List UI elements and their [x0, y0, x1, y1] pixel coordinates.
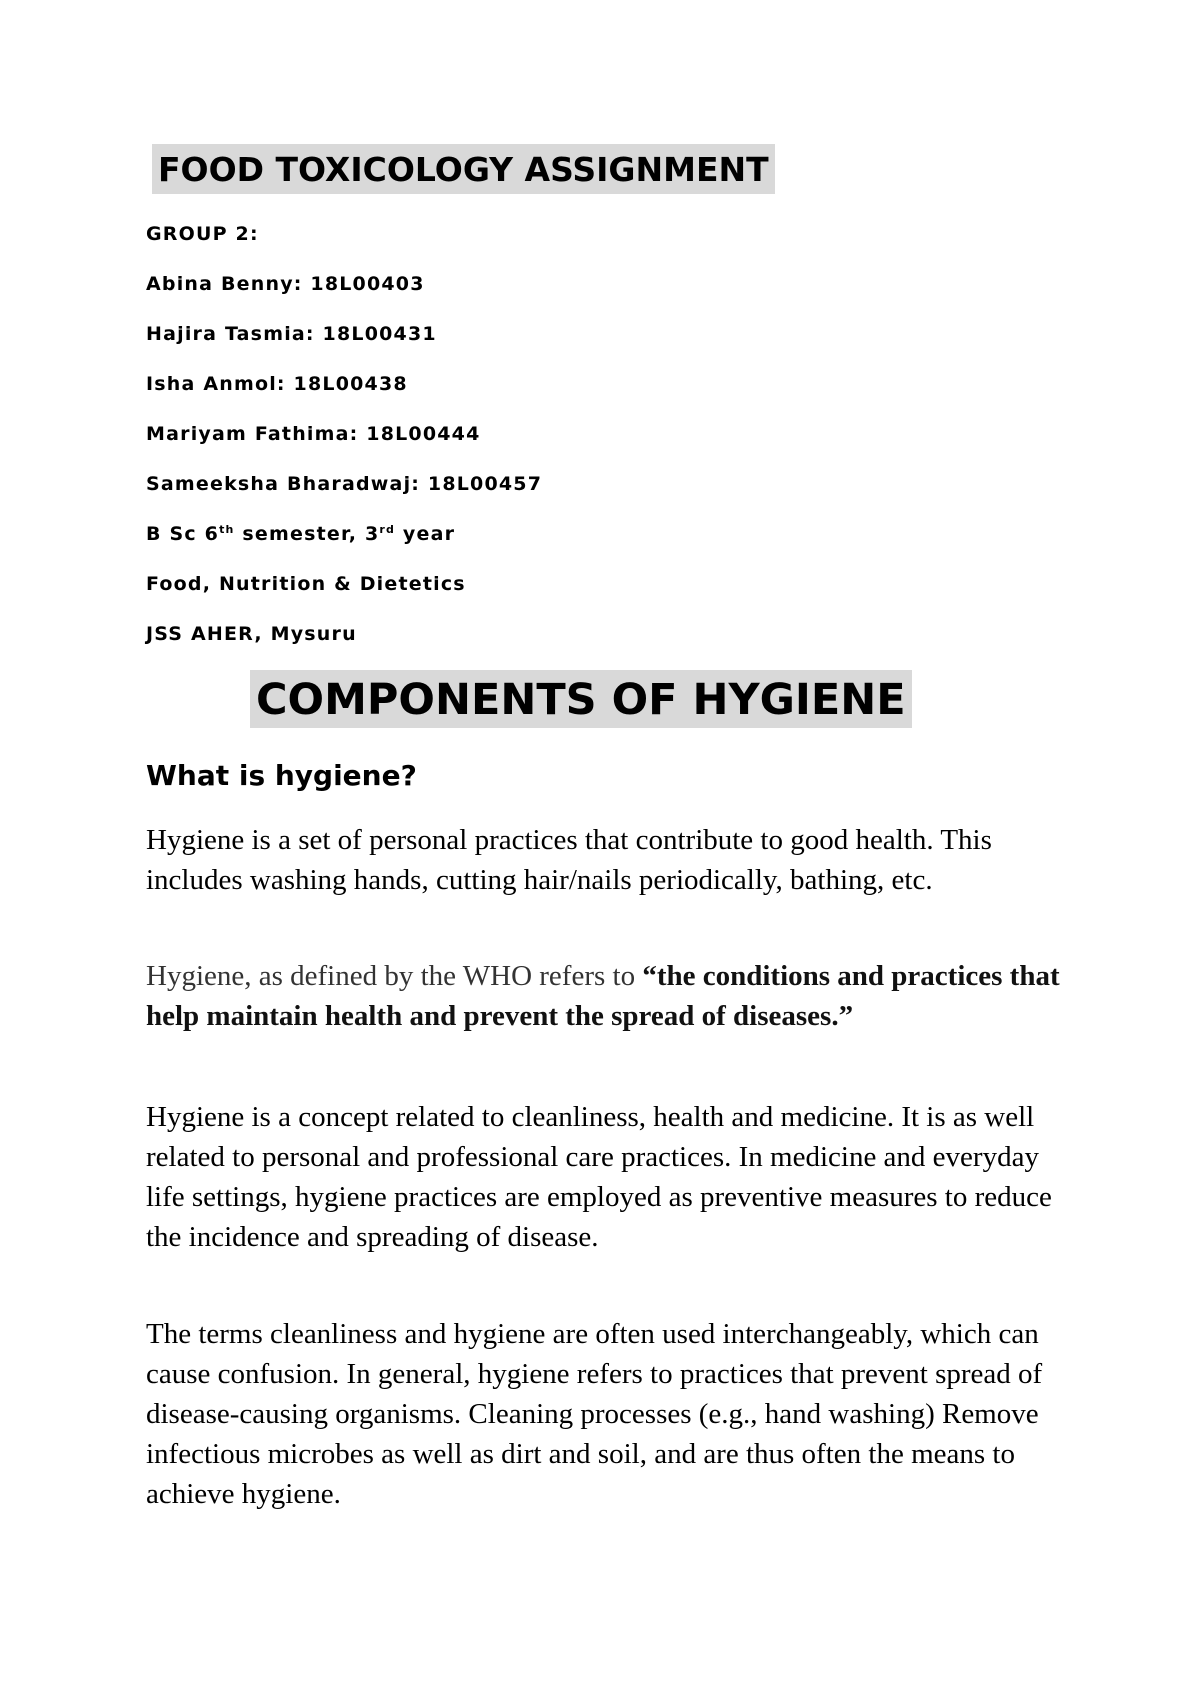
paragraph-definition: Hygiene is a set of personal practices that contribute to good health. This includes washing hands, cutting hair/nails periodically, bathing, etc.: [146, 824, 992, 896]
course-line: [146, 522, 542, 572]
member-line: Mariyam Fathima: 18L00444: [146, 423, 481, 445]
course-degree: B Sc 6: [146, 523, 220, 545]
subheading: What is hygiene?: [146, 759, 417, 792]
course-sup-rd: rd: [379, 523, 396, 536]
paragraph-concept: Hygiene is a concept related to cleanliness, health and medicine. It is as well related to personal and professional care practices. In medicine and everyday life settings, hygiene practices are employed as preventive measures to reduce the incidence and spreading of disease.: [146, 1101, 1052, 1253]
course-semester: semester, 3: [234, 523, 380, 545]
course-year: year: [395, 523, 456, 545]
department-line: Food, Nutrition & Dietetics: [146, 573, 466, 595]
member-line: Hajira Tasmia: 18L00431: [146, 323, 437, 345]
paragraph-cleanliness: The terms cleanliness and hygiene are often used interchangeably, which can cause confusion. In general, hygiene refers to practices that prevent spread of disease-causing organisms. Cleaning processes (e.g., hand washing) Remove infectious microbes as well as dirt and soil, and are thus often the means to achieve hygiene.: [146, 1318, 1043, 1510]
section-title: COMPONENTS OF HYGIENE: [250, 670, 912, 728]
member-line: Isha Anmol: 18L00438: [146, 373, 408, 395]
assignment-title: FOOD TOXICOLOGY ASSIGNMENT: [152, 144, 775, 194]
institution-line: JSS AHER, Mysuru: [146, 623, 357, 645]
group-info: [146, 222, 542, 672]
paragraph-who-definition: [146, 956, 1076, 1036]
course-sup-th: th: [219, 523, 235, 536]
member-line: Sameeksha Bharadwaj: 18L00457: [146, 473, 543, 495]
group-label: GROUP 2:: [146, 223, 259, 245]
member-line: Abina Benny: 18L00403: [146, 273, 425, 295]
who-quote: “the conditions and practices that help maintain health and prevent the spread of diseases.”: [146, 960, 1060, 1032]
who-intro: Hygiene, as defined by the WHO refers to: [146, 960, 643, 992]
